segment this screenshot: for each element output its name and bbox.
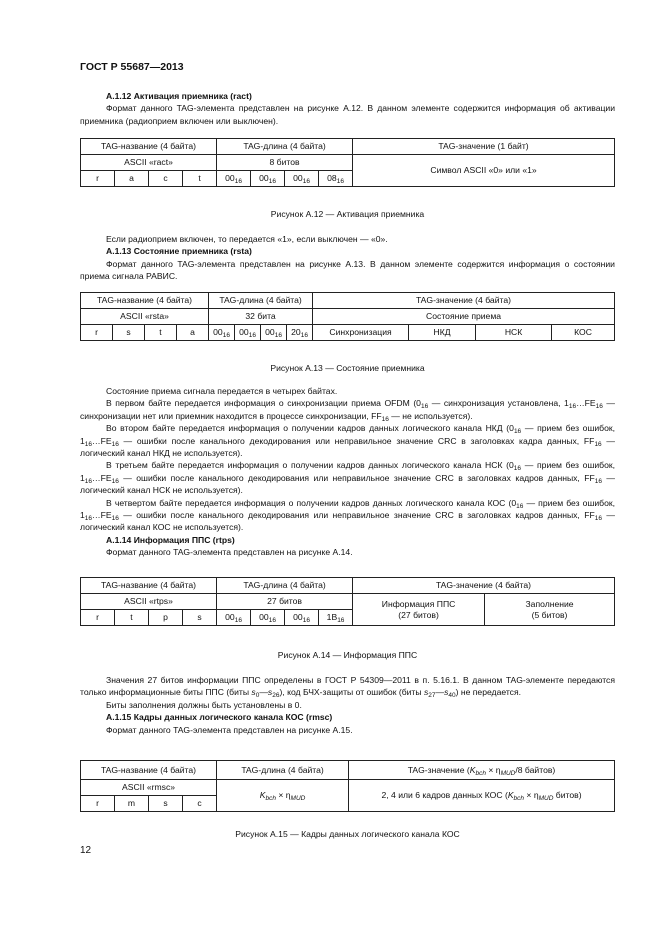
table-cell: Состояние приема [313, 309, 615, 325]
section-heading: А.1.15 Кадры данных логического канала КОС (rmsc) [106, 712, 333, 723]
paragraph: Биты заполнения должны быть установлены в 0. [106, 699, 302, 710]
table-cell: $00_{16}$ [217, 610, 251, 626]
table-cell: ASCII «rtps» [81, 594, 217, 610]
paragraph: В третьем байте передается информация о получении кадров данных логического канала НСК ($0_{16}$ — прием без ошибок, $1_{16}\dots FE_{16}$ — ошибки после канального декодирования или неправильное значение CRC в заголовках кадров данных, $FF_{16}$ — логический канал НСК не используется). [80, 460, 615, 496]
table-cell: НКД [409, 325, 476, 341]
paragraph: В первом байте передается информация о синхронизации приема OFDM ($0_{16}$ — синхронизация установлена, $1_{16}\dots FE_{16}$ — синхронизации нет или приемник находится в процессе синхронизации, $FF_{16}$ — не используется). [80, 398, 616, 423]
page-number: 12 [80, 845, 92, 856]
paragraph: В четвертом байте передается информация о получении кадров данных логического канала КОС ($0_{16}$ — прием без ошибок, $1_{16}\dots FE_{16}$ — ошибки после канального декодирования или неправильное значение CRC в заголовках кадров данных, $FF_{16}$ — логический канал КОС не используется). [80, 497, 615, 533]
table-cell: $08_{16}$ [319, 171, 353, 187]
section-a113-text [80, 233, 615, 283]
section-heading: А.1.14 Информация ППС (rtps) [106, 534, 235, 545]
table-cell: ASCII «ract» [81, 155, 217, 171]
header-cell: TAG-длина (4 байта) [217, 761, 349, 780]
table-cell: $00_{16}$ [285, 610, 319, 626]
header-cell: TAG-значение ($K_{bch} \times \eta_{MUD}/8$ байтов) [349, 761, 615, 780]
paragraph: Значения 27 битов информации ППС определены в ГОСТ Р 54309—2011 в п. 5.16.1. В данном TAG-элементе передаются только информационные биты ППС (биты $s_0—s_{26}$), код БЧХ-защиты от ошибок (биты $s_{27}—s_{40}$) не передается. [80, 675, 615, 700]
table-cell: t [145, 325, 177, 341]
table-cell: $00_{16}$ [235, 325, 261, 341]
table-cell: s [183, 610, 217, 626]
paragraph: Если радиоприем включен, то передается «1», если выключен — «0». [106, 234, 388, 244]
table-cell: НСК [476, 325, 552, 341]
figure-caption: Рисунок А.13 — Состояние приемника [270, 363, 425, 373]
table-cell: ASCII «rmsc» [81, 780, 217, 796]
table-cell: Символ ASCII «0» или «1» [353, 155, 615, 187]
header-cell: TAG-название (4 байта) [81, 293, 209, 309]
table-cell: s [113, 325, 145, 341]
table-cell: $00_{16}$ [285, 171, 319, 187]
header-cell: TAG-значение (1 байт) [353, 139, 615, 155]
header-cell: TAG-название (4 байта) [81, 139, 217, 155]
header-cell: TAG-название (4 байта) [81, 761, 217, 780]
section-a114-body [80, 674, 615, 736]
header-cell: TAG-название (4 байта) [81, 578, 217, 594]
figure-caption: Рисунок А.15 — Кадры данных логического канала КОС [235, 829, 460, 839]
figure-caption: Рисунок А.12 — Активация приемника [270, 209, 425, 219]
section-a112-text [80, 90, 615, 127]
table-cell: $00_{16}$ [209, 325, 235, 341]
header-cell: TAG-длина (4 байта) [217, 578, 353, 594]
table-cell: t [115, 610, 149, 626]
table-cell: $1B_{16}$ [319, 610, 353, 626]
table-cell: m [115, 796, 149, 812]
table-cell: c [183, 796, 217, 812]
table-cell: r [81, 796, 115, 812]
table-cell: $K_{bch} \times \eta_{MUD}$ [217, 780, 349, 812]
table-cell: 8 битов [217, 155, 353, 171]
table-cell: a [115, 171, 149, 187]
section-intro: Формат данного TAG-элемента представлен на рисунке А.13. В данном элементе содержится информация о состоянии приема сигнала РАВИС. [80, 258, 615, 282]
section-intro: Формат данного TAG-элемента представлен на рисунке А.12. В данном элементе содержится информация об активации приемника (радиоприем включен или выключен). [80, 103, 615, 126]
header-cell: TAG-значение (4 байта) [313, 293, 615, 309]
figure-a13-table [80, 292, 615, 341]
table-cell: p [149, 610, 183, 626]
table-cell: r [81, 325, 113, 341]
section-heading: А.1.13 Состояние приемника (rsta) [106, 246, 252, 257]
table-cell: $00_{16}$ [261, 325, 287, 341]
table-cell: t [183, 171, 217, 187]
table-cell: $20_{16}$ [287, 325, 313, 341]
section-heading: А.1.12 Активация приемника (ract) [106, 91, 252, 101]
table-cell: r [81, 171, 115, 187]
header-cell: TAG-длина (4 байта) [217, 139, 353, 155]
paragraph: Во втором байте передается информация о получении кадров данных логического канала НКД ($0_{16}$ — прием без ошибок, $1_{16}\dots FE_{16}$ — ошибки после канального декодирования или неправильное значение CRC в заголовках кадра данных, $FF_{16}$ — логический канал НКД не используется). [80, 423, 615, 459]
figure-a15-table [80, 760, 615, 812]
paragraph: Состояние приема сигнала передается в четырех байтах. [106, 386, 338, 396]
header-cell: TAG-длина (4 байта) [209, 293, 313, 309]
figure-a14-table [80, 577, 615, 626]
table-cell: c [149, 171, 183, 187]
table-cell: s [149, 796, 183, 812]
table-cell: 2, 4 или 6 кадров данных КОС ($K_{bch} \times \eta_{MUD}$ битов) [349, 780, 615, 812]
table-cell: Заполнение (5 битов) [485, 594, 615, 626]
table-cell: Синхронизация [313, 325, 409, 341]
table-cell: $00_{16}$ [251, 171, 285, 187]
section-intro: Формат данного TAG-элемента представлен на рисунке А.15. [106, 724, 353, 735]
document-header: ГОСТ Р 55687—2013 [80, 61, 184, 73]
table-cell: 27 битов [217, 594, 353, 610]
figure-a12-table [80, 138, 615, 187]
section-a113-body [80, 385, 615, 559]
table-cell: Информация ППС (27 битов) [353, 594, 485, 626]
table-cell: ASCII «rsta» [81, 309, 209, 325]
table-cell: a [177, 325, 209, 341]
table-cell: КОС [552, 325, 615, 341]
table-cell: $00_{16}$ [251, 610, 285, 626]
section-intro: Формат данного TAG-элемента представлен на рисунке А.14. [106, 547, 353, 558]
figure-caption: Рисунок А.14 — Информация ППС [277, 650, 418, 660]
table-cell: 32 бита [209, 309, 313, 325]
header-cell: TAG-значение (4 байта) [353, 578, 615, 594]
table-cell: $00_{16}$ [217, 171, 251, 187]
table-cell: r [81, 610, 115, 626]
